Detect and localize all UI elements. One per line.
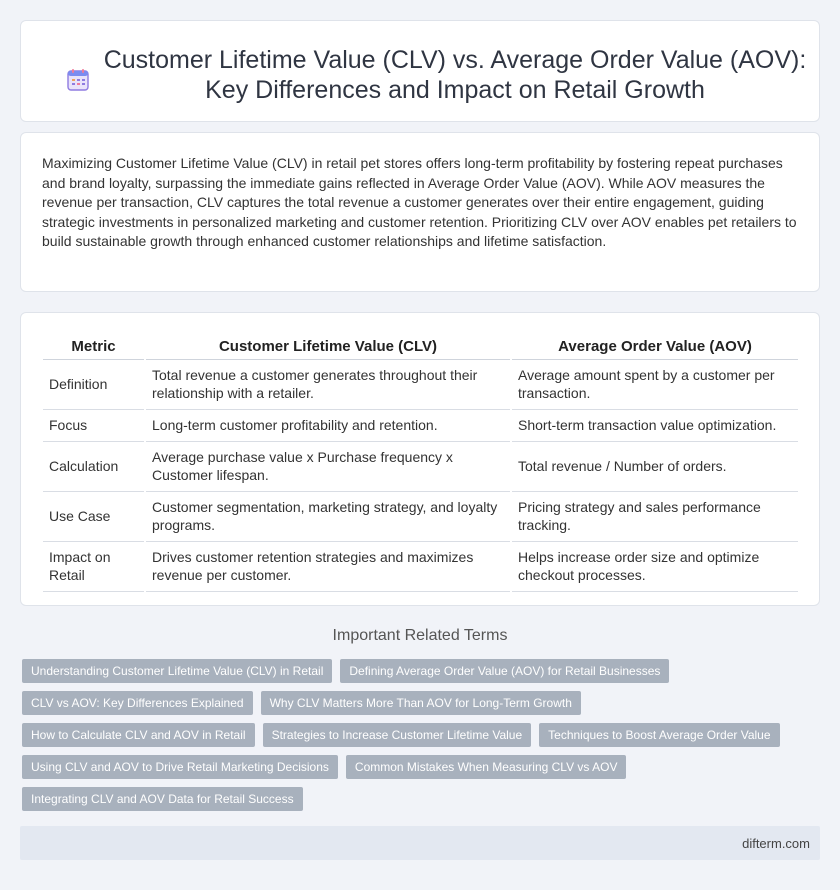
table-row [43,442,798,492]
related-term-link[interactable]: Understanding Customer Lifetime Value (CLV) in Retail [22,659,332,683]
intro-card [20,132,820,292]
comparison-card [20,312,820,606]
aov-cell: Average amount spent by a customer per transaction. [512,360,798,410]
related-term-link[interactable]: Strategies to Increase Customer Lifetime Value [263,723,532,747]
header-clv: Customer Lifetime Value (CLV) [146,332,510,360]
footer [20,826,820,860]
aov-cell: Short-term transaction value optimization. [512,410,798,442]
intro-paragraph: Maximizing Customer Lifetime Value (CLV) in retail pet stores offers long-term profitability by fostering repeat purchases and brand loyalty, surpassing the immediate gains reflected in Average Order Value (AOV). While AOV measures the revenue per transaction, CLV captures the total revenue a customer generates over their entire engagement, guiding strategic investments in personalized marketing and customer retention. Prioritizing CLV over AOV enables pet retailers to build sustainable growth through enhanced customer relationships and lifetime satisfaction. [42,155,797,249]
title-card [20,20,820,122]
clv-cell: Long-term customer profitability and retention. [146,410,510,442]
related-term-link[interactable]: Defining Average Order Value (AOV) for Retail Businesses [340,659,669,683]
related-term-link[interactable]: Integrating CLV and AOV Data for Retail Success [22,787,303,811]
clv-cell: Average purchase value x Purchase frequency x Customer lifespan. [146,442,510,492]
metric-cell: Impact on Retail [43,542,144,592]
clv-cell: Drives customer retention strategies and maximizes revenue per customer. [146,542,510,592]
page-title: Customer Lifetime Value (CLV) vs. Average Order Value (AOV): Key Differences and Impact on Retail Growth [103,46,807,104]
footer-site-link[interactable]: difterm.com [742,836,810,851]
aov-cell: Pricing strategy and sales performance tracking. [512,492,798,542]
metric-cell: Focus [43,410,144,442]
header-metric: Metric [43,332,144,360]
table-row [43,542,798,592]
table-header-row [43,332,798,360]
calendar-icon [66,68,90,92]
clv-cell: Total revenue a customer generates throughout their relationship with a retailer. [146,360,510,410]
related-terms-title: Important Related Terms [332,627,508,644]
metric-cell: Definition [43,360,144,410]
aov-cell: Helps increase order size and optimize checkout processes. [512,542,798,592]
metric-cell: Calculation [43,442,144,492]
related-terms-list [22,659,812,811]
clv-cell: Customer segmentation, marketing strategy, and loyalty programs. [146,492,510,542]
aov-cell: Total revenue / Number of orders. [512,442,798,492]
table-row [43,360,798,410]
related-term-link[interactable]: How to Calculate CLV and AOV in Retail [22,723,255,747]
table-row [43,410,798,442]
related-term-link[interactable]: Why CLV Matters More Than AOV for Long-Term Growth [261,691,581,715]
related-term-link[interactable]: CLV vs AOV: Key Differences Explained [22,691,253,715]
related-term-link[interactable]: Techniques to Boost Average Order Value [539,723,779,747]
related-term-link[interactable]: Common Mistakes When Measuring CLV vs AOV [346,755,627,779]
header-aov: Average Order Value (AOV) [512,332,798,360]
table-row [43,492,798,542]
related-term-link[interactable]: Using CLV and AOV to Drive Retail Marketing Decisions [22,755,338,779]
metric-cell: Use Case [43,492,144,542]
comparison-table [41,332,800,592]
